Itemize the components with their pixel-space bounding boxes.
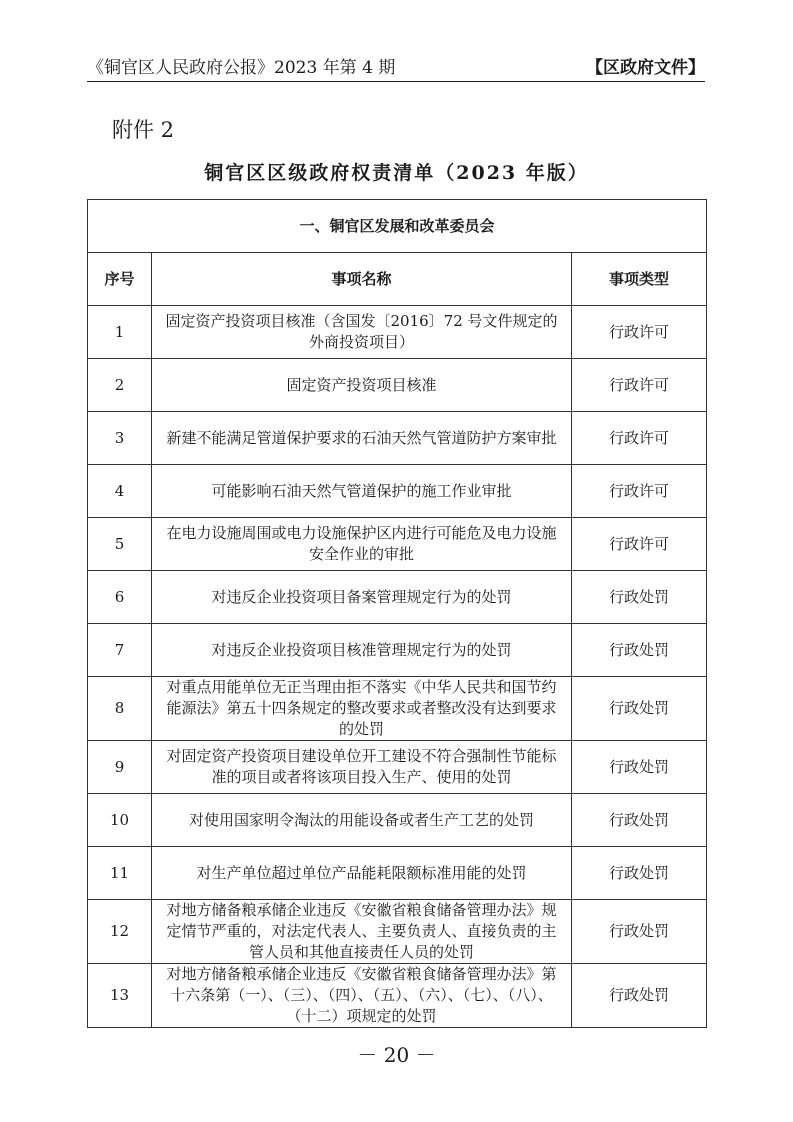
department-row xyxy=(88,200,707,253)
cell-item-name: 固定资产投资项目核准 xyxy=(152,359,572,412)
cell-number: 7 xyxy=(88,624,152,677)
cell-number: 5 xyxy=(88,518,152,571)
cell-item-name: 对违反企业投资项目核准管理规定行为的处罚 xyxy=(152,624,572,677)
cell-number: 10 xyxy=(88,794,152,847)
cell-number: 2 xyxy=(88,359,152,412)
column-header-name: 事项名称 xyxy=(152,253,572,306)
cell-item-type: 行政处罚 xyxy=(572,847,707,900)
cell-item-type: 行政处罚 xyxy=(572,624,707,677)
cell-item-type: 行政许可 xyxy=(572,359,707,412)
cell-item-name: 在电力设施周围或电力设施保护区内进行可能危及电力设施安全作业的审批 xyxy=(152,518,572,571)
attachment-label: 附件 2 xyxy=(112,118,175,142)
cell-item-type: 行政处罚 xyxy=(572,964,707,1028)
cell-item-name: 对地方储备粮承储企业违反《安徽省粮食储备管理办法》规定情节严重的，对法定代表人、主要负责人、直接负责的主管人员和其他直接责任人员的处罚 xyxy=(152,900,572,964)
table-row xyxy=(88,571,707,624)
cell-number: 1 xyxy=(88,306,152,359)
cell-number: 6 xyxy=(88,571,152,624)
cell-item-type: 行政处罚 xyxy=(572,741,707,794)
cell-item-name: 对使用国家明令淘汰的用能设备或者生产工艺的处罚 xyxy=(152,794,572,847)
column-header-type: 事项类型 xyxy=(572,253,707,306)
table-row xyxy=(88,306,707,359)
cell-item-type: 行政处罚 xyxy=(572,900,707,964)
header-divider xyxy=(87,81,705,82)
column-header-row xyxy=(88,253,707,306)
cell-item-name: 对重点用能单位无正当理由拒不落实《中华人民共和国节约能源法》第五十四条规定的整改要求或者整改没有达到要求的处罚 xyxy=(152,677,572,741)
cell-item-type: 行政许可 xyxy=(572,518,707,571)
document-title: 铜官区区级政府权责清单（2023 年版） xyxy=(204,162,589,184)
table-row xyxy=(88,359,707,412)
table-row xyxy=(88,900,707,964)
cell-number: 12 xyxy=(88,900,152,964)
table-row xyxy=(88,964,707,1028)
cell-item-name: 对违反企业投资项目备案管理规定行为的处罚 xyxy=(152,571,572,624)
cell-item-type: 行政处罚 xyxy=(572,794,707,847)
cell-item-name: 对固定资产投资项目建设单位开工建设不符合强制性节能标准的项目或者将该项目投入生产、使用的处罚 xyxy=(152,741,572,794)
publication-title: 《铜官区人民政府公报》2023 年第 4 期 xyxy=(87,58,396,78)
cell-item-type: 行政许可 xyxy=(572,465,707,518)
cell-item-name: 对生产单位超过单位产品能耗限额标准用能的处罚 xyxy=(152,847,572,900)
cell-number: 9 xyxy=(88,741,152,794)
cell-item-type: 行政处罚 xyxy=(572,571,707,624)
table-row xyxy=(88,847,707,900)
cell-item-name: 新建不能满足管道保护要求的石油天然气管道防护方案审批 xyxy=(152,412,572,465)
page-header xyxy=(87,55,705,81)
section-label: 【区政府文件】 xyxy=(586,58,705,78)
cell-item-type: 行政许可 xyxy=(572,306,707,359)
cell-item-type: 行政许可 xyxy=(572,412,707,465)
cell-number: 3 xyxy=(88,412,152,465)
responsibility-table xyxy=(87,199,707,1028)
column-header-number: 序号 xyxy=(88,253,152,306)
cell-number: 4 xyxy=(88,465,152,518)
table-row xyxy=(88,624,707,677)
cell-number: 13 xyxy=(88,964,152,1028)
cell-item-name: 固定资产投资项目核准（含国发〔2016〕72 号文件规定的外商投资项目） xyxy=(152,306,572,359)
table-row xyxy=(88,677,707,741)
table-row xyxy=(88,794,707,847)
page-number: － 20 － xyxy=(357,1043,436,1067)
table-row xyxy=(88,518,707,571)
cell-item-name: 对地方储备粮承储企业违反《安徽省粮食储备管理办法》第十六条第（一）、（三）、（四）、（五）、（六）、（七）、（八）、（十二）项规定的处罚 xyxy=(152,964,572,1028)
cell-item-type: 行政处罚 xyxy=(572,677,707,741)
cell-item-name: 可能影响石油天然气管道保护的施工作业审批 xyxy=(152,465,572,518)
cell-number: 8 xyxy=(88,677,152,741)
table-row xyxy=(88,465,707,518)
table-row xyxy=(88,741,707,794)
cell-number: 11 xyxy=(88,847,152,900)
table-row xyxy=(88,412,707,465)
department-heading: 一、铜官区发展和改革委员会 xyxy=(88,200,707,253)
